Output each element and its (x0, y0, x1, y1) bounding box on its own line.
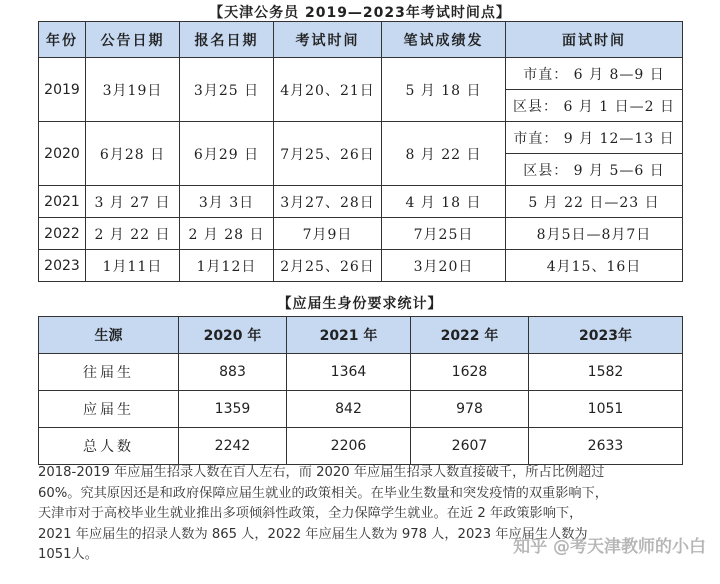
paragraph-line: 天津市对于高校毕业生就业推出多项倾斜性政策，全力保障学生就业。在近 2 年政策影响下， (38, 506, 583, 521)
paragraph-line: 1051人。 (38, 547, 98, 562)
result-date: 8 月 22 日 (382, 122, 506, 186)
result-date: 4 月 18 日 (382, 186, 506, 218)
interview-date: 5 月 22 日—23 日 (506, 186, 683, 218)
value-cell: 1582 (529, 354, 683, 391)
year-cell: 2023 (39, 250, 86, 282)
table-header-row (39, 317, 683, 354)
value-cell: 1051 (529, 391, 683, 428)
table-header-row (39, 22, 683, 58)
table-row (39, 186, 683, 218)
value-cell: 2242 (179, 428, 287, 465)
interview-city: 市直： 6 月 8—9 日 (506, 58, 683, 90)
table-row (39, 250, 683, 282)
value-cell: 1364 (287, 354, 411, 391)
register-date: 3月 3日 (180, 186, 274, 218)
announce-date: 6月28 日 (86, 122, 180, 186)
value-cell: 2206 (287, 428, 411, 465)
row-label: 应届生 (39, 391, 179, 428)
column-header: 2022 年 (411, 317, 529, 354)
column-header: 年份 (39, 22, 86, 58)
column-header: 考试时间 (274, 22, 382, 58)
interview-city: 市直： 9 月 12—13 日 (506, 122, 683, 154)
value-cell: 883 (179, 354, 287, 391)
column-header: 生源 (39, 317, 179, 354)
zhihu-watermark: 知乎 @考天津教师的小白 (513, 537, 706, 557)
value-cell: 1359 (179, 391, 287, 428)
column-header: 报名日期 (180, 22, 274, 58)
paragraph-line: 60%。究其原因还是和政府保障应届生就业的政策相关。在毕业生数量和突发疫情的双重影响下， (38, 485, 608, 501)
table-row (39, 218, 683, 250)
column-header: 2021 年 (287, 317, 411, 354)
row-label: 往届生 (39, 354, 179, 391)
column-header: 笔试成绩发 (382, 22, 506, 58)
value-cell: 2607 (411, 428, 529, 465)
register-date: 6月29 日 (180, 122, 274, 186)
announce-date: 3月19日 (86, 58, 180, 122)
table-row (39, 354, 683, 391)
result-date: 7月25日 (382, 218, 506, 250)
exam-schedule-table (38, 21, 683, 282)
value-cell: 1628 (411, 354, 529, 391)
column-header: 2023年 (529, 317, 683, 354)
year-cell: 2019 (39, 58, 86, 122)
value-cell: 2633 (529, 428, 683, 465)
register-date: 2 月 28 日 (180, 218, 274, 250)
column-header: 公告日期 (86, 22, 180, 58)
register-date: 3月25 日 (180, 58, 274, 122)
exam-date: 4月20、21日 (274, 58, 382, 122)
column-header: 2020 年 (179, 317, 287, 354)
year-cell: 2020 (39, 122, 86, 186)
column-header: 面试时间 (506, 22, 683, 58)
exam-date: 2月25、26日 (274, 250, 382, 282)
result-date: 5 月 18 日 (382, 58, 506, 122)
table-row (39, 391, 683, 428)
exam-schedule-title: 【天津公务员 2019—2023年考试时间点】 (209, 5, 511, 21)
announce-date: 3 月 27 日 (86, 186, 180, 218)
paragraph-line: 2021 年应届生的招录人数为 865 人，2022 年应届生人数为 978 人，2023 年应届生人数为 (38, 526, 588, 542)
result-date: 3月20日 (382, 250, 506, 282)
value-cell: 978 (411, 391, 529, 428)
table-row (39, 428, 683, 465)
interview-date: 8月5日—8月7日 (506, 218, 683, 250)
year-cell: 2021 (39, 186, 86, 218)
year-cell: 2022 (39, 218, 86, 250)
graduate-stats-table (38, 316, 683, 465)
interview-district: 区县： 6 月 1 日—2 日 (506, 90, 683, 122)
exam-date: 7月9日 (274, 218, 382, 250)
graduate-stats-title: 【应届生身份要求统计】 (277, 296, 443, 312)
interview-district: 区县： 9 月 5—6 日 (506, 154, 683, 186)
value-cell: 842 (287, 391, 411, 428)
announce-date: 2 月 22 日 (86, 218, 180, 250)
exam-date: 3月27、28日 (274, 186, 382, 218)
row-label: 总人数 (39, 428, 179, 465)
register-date: 1月12日 (180, 250, 274, 282)
table-row (39, 58, 683, 90)
announce-date: 1月11日 (86, 250, 180, 282)
paragraph-line: 2018-2019 年应届生招录人数在百人左右，而 2020 年应届生招录人数直接破千，所占比例超过 (38, 465, 605, 480)
exam-date: 7月25、26日 (274, 122, 382, 186)
table-row (39, 122, 683, 154)
interview-date: 4月15、16日 (506, 250, 683, 282)
